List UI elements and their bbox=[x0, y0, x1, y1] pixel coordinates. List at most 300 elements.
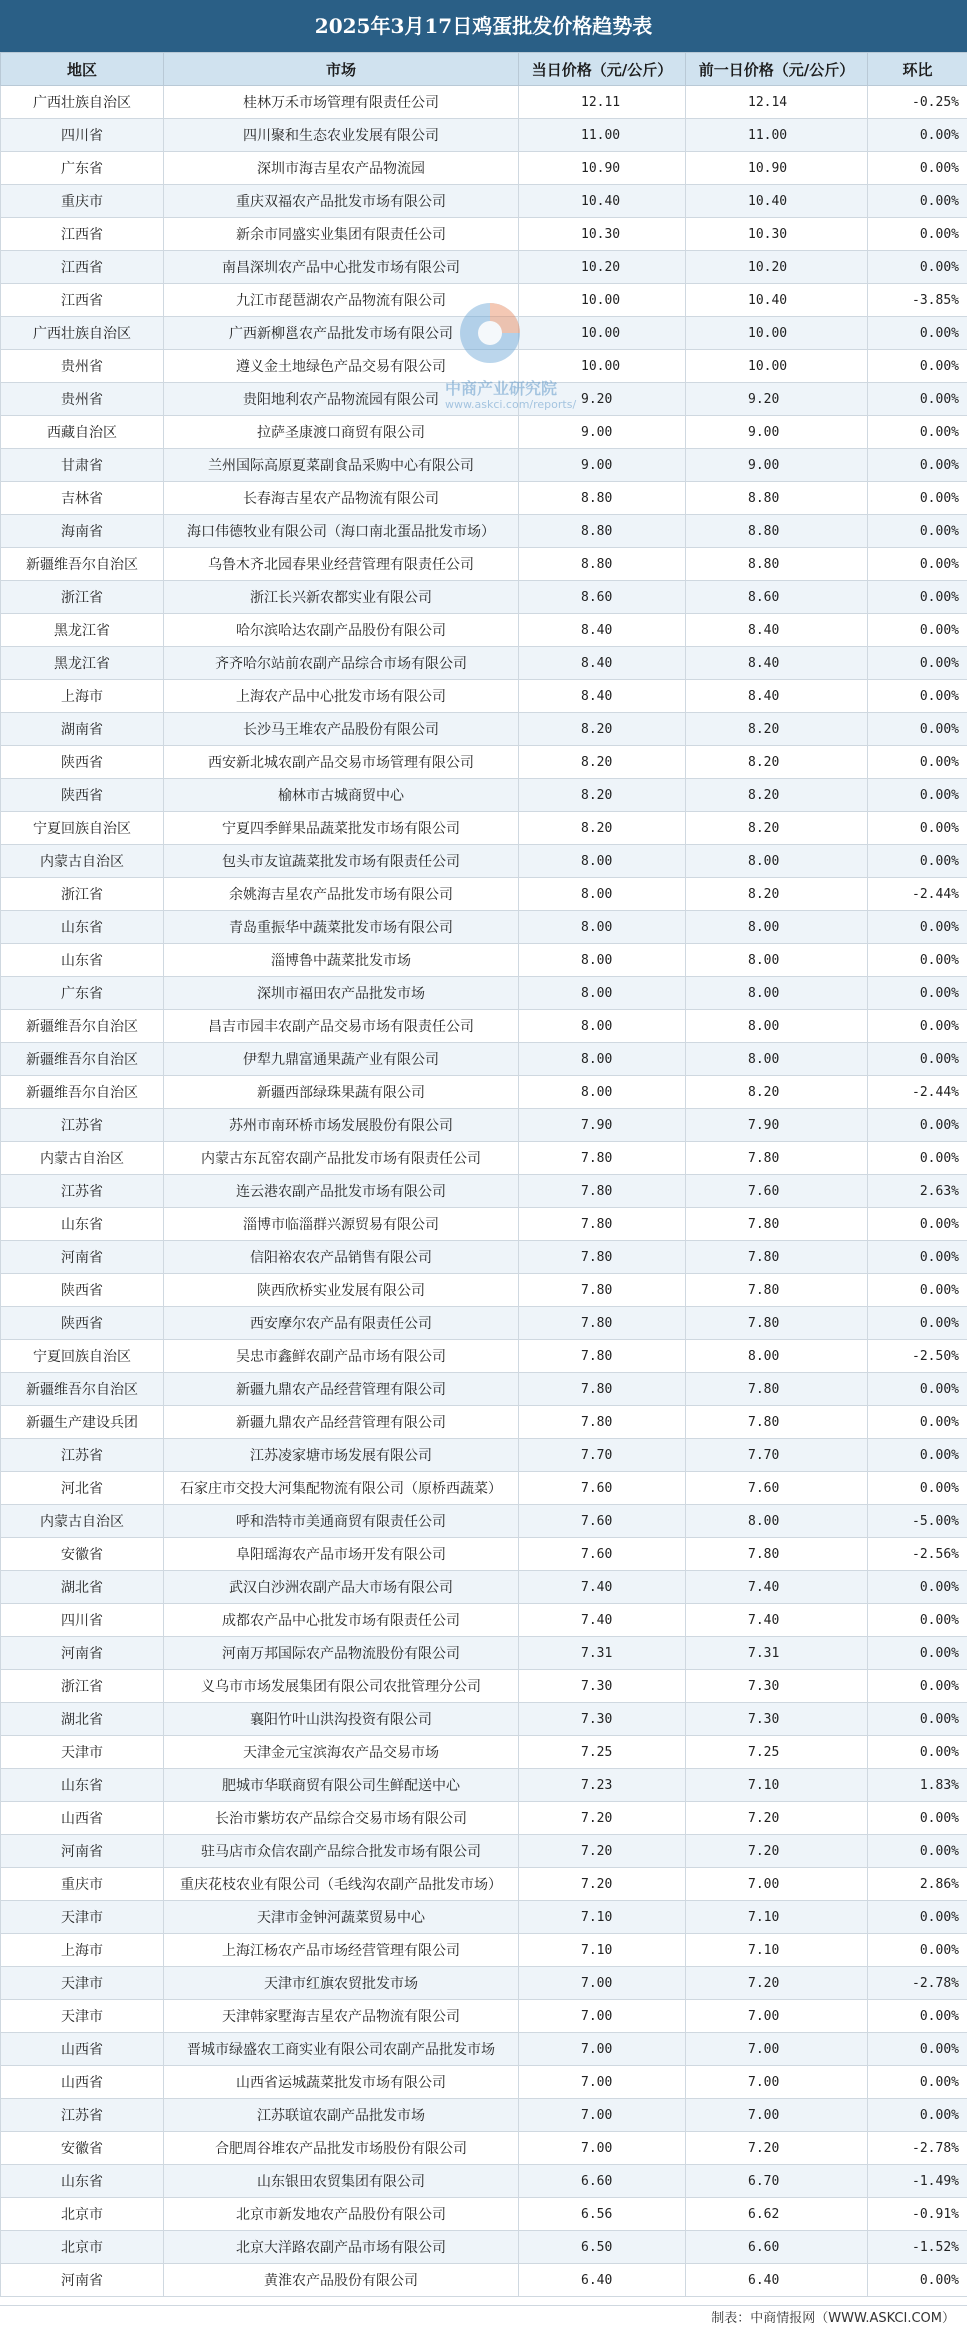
cell-change: 0.00% bbox=[868, 1802, 967, 1835]
cell-prev-price: 9.20 bbox=[686, 383, 868, 416]
cell-change: 0.00% bbox=[868, 1472, 967, 1505]
cell-prev-price: 6.62 bbox=[686, 2198, 868, 2231]
cell-change: 0.00% bbox=[868, 317, 967, 350]
cell-region: 山西省 bbox=[1, 1802, 164, 1835]
cell-today-price: 10.30 bbox=[519, 218, 686, 251]
cell-market: 北京市新发地农产品股份有限公司 bbox=[164, 2198, 519, 2231]
cell-prev-price: 7.70 bbox=[686, 1439, 868, 1472]
cell-prev-price: 7.31 bbox=[686, 1637, 868, 1670]
cell-change: -2.78% bbox=[868, 1967, 967, 2000]
cell-change: 1.83% bbox=[868, 1769, 967, 1802]
cell-change: -2.44% bbox=[868, 878, 967, 911]
cell-change: 0.00% bbox=[868, 1670, 967, 1703]
cell-change: 0.00% bbox=[868, 2066, 967, 2099]
table-row bbox=[1, 284, 967, 317]
cell-change: 0.00% bbox=[868, 779, 967, 812]
cell-today-price: 7.80 bbox=[519, 1340, 686, 1373]
table-row bbox=[1, 317, 967, 350]
table-row bbox=[1, 911, 967, 944]
cell-change: 0.00% bbox=[868, 449, 967, 482]
cell-prev-price: 8.60 bbox=[686, 581, 868, 614]
cell-change: 0.00% bbox=[868, 1835, 967, 1868]
cell-prev-price: 10.30 bbox=[686, 218, 868, 251]
header-market: 市场 bbox=[164, 53, 519, 86]
cell-today-price: 8.60 bbox=[519, 581, 686, 614]
cell-region: 江西省 bbox=[1, 251, 164, 284]
cell-region: 天津市 bbox=[1, 1901, 164, 1934]
cell-prev-price: 7.80 bbox=[686, 1538, 868, 1571]
cell-change: 0.00% bbox=[868, 1604, 967, 1637]
cell-market: 齐齐哈尔站前农副产品综合市场有限公司 bbox=[164, 647, 519, 680]
cell-market: 深圳市海吉星农产品物流园 bbox=[164, 152, 519, 185]
cell-prev-price: 7.20 bbox=[686, 1835, 868, 1868]
table-row bbox=[1, 779, 967, 812]
cell-region: 湖北省 bbox=[1, 1703, 164, 1736]
table-row bbox=[1, 1439, 967, 1472]
cell-change: 0.00% bbox=[868, 845, 967, 878]
cell-market: 新疆九鼎农产品经营管理有限公司 bbox=[164, 1406, 519, 1439]
table-row bbox=[1, 1472, 967, 1505]
cell-today-price: 7.80 bbox=[519, 1274, 686, 1307]
cell-market: 重庆双福农产品批发市场有限公司 bbox=[164, 185, 519, 218]
cell-prev-price: 10.40 bbox=[686, 185, 868, 218]
table-row bbox=[1, 152, 967, 185]
cell-prev-price: 7.10 bbox=[686, 1769, 868, 1802]
table-row bbox=[1, 2198, 967, 2231]
cell-region: 山东省 bbox=[1, 944, 164, 977]
cell-change: 0.00% bbox=[868, 548, 967, 581]
table-row bbox=[1, 416, 967, 449]
cell-market: 青岛重振华中蔬菜批发市场有限公司 bbox=[164, 911, 519, 944]
cell-prev-price: 7.10 bbox=[686, 1934, 868, 1967]
cell-prev-price: 7.20 bbox=[686, 1802, 868, 1835]
cell-region: 陕西省 bbox=[1, 1274, 164, 1307]
cell-region: 江苏省 bbox=[1, 1175, 164, 1208]
cell-today-price: 7.80 bbox=[519, 1307, 686, 1340]
cell-change: -2.44% bbox=[868, 1076, 967, 1109]
cell-change: 0.00% bbox=[868, 1934, 967, 1967]
cell-change: 0.00% bbox=[868, 1109, 967, 1142]
cell-prev-price: 12.14 bbox=[686, 86, 868, 119]
cell-today-price: 8.40 bbox=[519, 647, 686, 680]
cell-region: 江苏省 bbox=[1, 2099, 164, 2132]
cell-today-price: 10.00 bbox=[519, 317, 686, 350]
cell-market: 伊犁九鼎富通果蔬产业有限公司 bbox=[164, 1043, 519, 1076]
cell-region: 山西省 bbox=[1, 2033, 164, 2066]
cell-market: 淄博市临淄群兴源贸易有限公司 bbox=[164, 1208, 519, 1241]
table-body bbox=[1, 86, 967, 2297]
cell-change: 0.00% bbox=[868, 482, 967, 515]
cell-region: 新疆维吾尔自治区 bbox=[1, 1373, 164, 1406]
cell-change: 0.00% bbox=[868, 1142, 967, 1175]
table-row bbox=[1, 515, 967, 548]
cell-market: 淄博鲁中蔬菜批发市场 bbox=[164, 944, 519, 977]
table-row bbox=[1, 1076, 967, 1109]
cell-today-price: 10.40 bbox=[519, 185, 686, 218]
cell-region: 陕西省 bbox=[1, 1307, 164, 1340]
cell-region: 海南省 bbox=[1, 515, 164, 548]
cell-today-price: 7.60 bbox=[519, 1538, 686, 1571]
cell-region: 重庆市 bbox=[1, 185, 164, 218]
header-prev-price: 前一日价格（元/公斤） bbox=[686, 53, 868, 86]
cell-region: 天津市 bbox=[1, 1967, 164, 2000]
cell-change: 0.00% bbox=[868, 1439, 967, 1472]
cell-market: 遵义金土地绿色产品交易有限公司 bbox=[164, 350, 519, 383]
cell-change: 0.00% bbox=[868, 977, 967, 1010]
cell-today-price: 7.00 bbox=[519, 2132, 686, 2165]
cell-today-price: 7.10 bbox=[519, 1901, 686, 1934]
cell-prev-price: 10.00 bbox=[686, 317, 868, 350]
cell-today-price: 8.80 bbox=[519, 515, 686, 548]
watermark-url: www.askci.com/reports/ bbox=[445, 398, 625, 411]
cell-today-price: 7.20 bbox=[519, 1868, 686, 1901]
cell-region: 新疆维吾尔自治区 bbox=[1, 1010, 164, 1043]
cell-market: 肥城市华联商贸有限公司生鲜配送中心 bbox=[164, 1769, 519, 1802]
cell-change: 0.00% bbox=[868, 2099, 967, 2132]
cell-prev-price: 8.00 bbox=[686, 1505, 868, 1538]
table-row bbox=[1, 1736, 967, 1769]
table-row bbox=[1, 1175, 967, 1208]
table-row bbox=[1, 218, 967, 251]
table-row bbox=[1, 1835, 967, 1868]
cell-prev-price: 8.20 bbox=[686, 812, 868, 845]
cell-prev-price: 7.30 bbox=[686, 1670, 868, 1703]
cell-today-price: 7.30 bbox=[519, 1670, 686, 1703]
table-row bbox=[1, 1142, 967, 1175]
cell-market: 河南万邦国际农产品物流股份有限公司 bbox=[164, 1637, 519, 1670]
cell-region: 内蒙古自治区 bbox=[1, 1142, 164, 1175]
cell-change: 0.00% bbox=[868, 1307, 967, 1340]
table-row bbox=[1, 878, 967, 911]
price-table bbox=[0, 52, 967, 2297]
cell-change: 0.00% bbox=[868, 1703, 967, 1736]
cell-region: 浙江省 bbox=[1, 878, 164, 911]
cell-today-price: 10.00 bbox=[519, 284, 686, 317]
cell-market: 包头市友谊蔬菜批发市场有限责任公司 bbox=[164, 845, 519, 878]
table-row bbox=[1, 1274, 967, 1307]
cell-market: 山东银田农贸集团有限公司 bbox=[164, 2165, 519, 2198]
cell-region: 吉林省 bbox=[1, 482, 164, 515]
cell-prev-price: 8.40 bbox=[686, 647, 868, 680]
cell-change: 2.63% bbox=[868, 1175, 967, 1208]
cell-change: 0.00% bbox=[868, 1241, 967, 1274]
table-row bbox=[1, 1307, 967, 1340]
cell-today-price: 7.30 bbox=[519, 1703, 686, 1736]
table-row bbox=[1, 1670, 967, 1703]
cell-prev-price: 8.20 bbox=[686, 779, 868, 812]
table-row bbox=[1, 2165, 967, 2198]
cell-region: 西藏自治区 bbox=[1, 416, 164, 449]
table-row bbox=[1, 1043, 967, 1076]
table-row bbox=[1, 1538, 967, 1571]
cell-change: -1.49% bbox=[868, 2165, 967, 2198]
cell-market: 驻马店市众信农副产品综合批发市场有限公司 bbox=[164, 1835, 519, 1868]
cell-change: 0.00% bbox=[868, 515, 967, 548]
cell-change: 0.00% bbox=[868, 350, 967, 383]
cell-region: 河南省 bbox=[1, 1835, 164, 1868]
cell-change: -2.50% bbox=[868, 1340, 967, 1373]
cell-change: 0.00% bbox=[868, 1406, 967, 1439]
cell-today-price: 7.80 bbox=[519, 1208, 686, 1241]
cell-region: 山东省 bbox=[1, 911, 164, 944]
cell-change: 0.00% bbox=[868, 647, 967, 680]
cell-prev-price: 7.10 bbox=[686, 1901, 868, 1934]
cell-market: 山西省运城蔬菜批发市场有限公司 bbox=[164, 2066, 519, 2099]
cell-region: 江西省 bbox=[1, 218, 164, 251]
cell-today-price: 7.80 bbox=[519, 1241, 686, 1274]
table-row bbox=[1, 1571, 967, 1604]
cell-change: -1.52% bbox=[868, 2231, 967, 2264]
table-row bbox=[1, 2066, 967, 2099]
cell-market: 广西新柳邕农产品批发市场有限公司 bbox=[164, 317, 519, 350]
cell-change: 2.86% bbox=[868, 1868, 967, 1901]
cell-market: 浙江长兴新农都实业有限公司 bbox=[164, 581, 519, 614]
cell-change: 0.00% bbox=[868, 911, 967, 944]
cell-change: 0.00% bbox=[868, 2264, 967, 2297]
cell-market: 四川聚和生态农业发展有限公司 bbox=[164, 119, 519, 152]
table-row bbox=[1, 944, 967, 977]
cell-prev-price: 7.80 bbox=[686, 1142, 868, 1175]
cell-prev-price: 8.00 bbox=[686, 944, 868, 977]
cell-today-price: 8.40 bbox=[519, 680, 686, 713]
cell-today-price: 7.00 bbox=[519, 2099, 686, 2132]
cell-prev-price: 8.40 bbox=[686, 680, 868, 713]
footer-source: 制表：中商情报网（WWW.ASKCI.COM） bbox=[711, 2311, 955, 2326]
cell-market: 晋城市绿盛农工商实业有限公司农副产品批发市场 bbox=[164, 2033, 519, 2066]
cell-today-price: 7.23 bbox=[519, 1769, 686, 1802]
cell-region: 新疆维吾尔自治区 bbox=[1, 1043, 164, 1076]
cell-change: 0.00% bbox=[868, 218, 967, 251]
cell-region: 山东省 bbox=[1, 1208, 164, 1241]
cell-prev-price: 7.30 bbox=[686, 1703, 868, 1736]
cell-market: 上海农产品中心批发市场有限公司 bbox=[164, 680, 519, 713]
cell-prev-price: 7.25 bbox=[686, 1736, 868, 1769]
cell-region: 山西省 bbox=[1, 2066, 164, 2099]
table-row bbox=[1, 680, 967, 713]
cell-market: 天津韩家墅海吉星农产品物流有限公司 bbox=[164, 2000, 519, 2033]
cell-region: 江苏省 bbox=[1, 1109, 164, 1142]
cell-prev-price: 7.00 bbox=[686, 2033, 868, 2066]
cell-market: 石家庄市交投大河集配物流有限公司（原桥西蔬菜） bbox=[164, 1472, 519, 1505]
cell-change: 0.00% bbox=[868, 185, 967, 218]
cell-market: 武汉白沙洲农副产品大市场有限公司 bbox=[164, 1571, 519, 1604]
cell-today-price: 8.00 bbox=[519, 845, 686, 878]
table-row bbox=[1, 482, 967, 515]
cell-prev-price: 6.60 bbox=[686, 2231, 868, 2264]
table-row bbox=[1, 1010, 967, 1043]
cell-today-price: 8.80 bbox=[519, 548, 686, 581]
cell-today-price: 8.20 bbox=[519, 812, 686, 845]
table-row bbox=[1, 251, 967, 284]
cell-market: 天津市金钟河蔬菜贸易中心 bbox=[164, 1901, 519, 1934]
cell-today-price: 7.60 bbox=[519, 1472, 686, 1505]
footer bbox=[0, 2305, 967, 2332]
cell-market: 哈尔滨哈达农副产品股份有限公司 bbox=[164, 614, 519, 647]
cell-market: 乌鲁木齐北园春果业经营管理有限责任公司 bbox=[164, 548, 519, 581]
table-row bbox=[1, 581, 967, 614]
cell-market: 榆林市古城商贸中心 bbox=[164, 779, 519, 812]
cell-region: 广西壮族自治区 bbox=[1, 317, 164, 350]
cell-prev-price: 8.00 bbox=[686, 1010, 868, 1043]
cell-prev-price: 6.40 bbox=[686, 2264, 868, 2297]
cell-today-price: 7.10 bbox=[519, 1934, 686, 1967]
cell-region: 河南省 bbox=[1, 1637, 164, 1670]
cell-region: 贵州省 bbox=[1, 350, 164, 383]
table-row bbox=[1, 1802, 967, 1835]
cell-change: -5.00% bbox=[868, 1505, 967, 1538]
cell-prev-price: 8.80 bbox=[686, 482, 868, 515]
table-row bbox=[1, 647, 967, 680]
cell-prev-price: 7.00 bbox=[686, 2000, 868, 2033]
cell-market: 长沙马王堆农产品股份有限公司 bbox=[164, 713, 519, 746]
table-row bbox=[1, 2264, 967, 2297]
table-row bbox=[1, 2099, 967, 2132]
cell-today-price: 7.20 bbox=[519, 1835, 686, 1868]
cell-prev-price: 8.40 bbox=[686, 614, 868, 647]
cell-change: 0.00% bbox=[868, 251, 967, 284]
cell-region: 四川省 bbox=[1, 119, 164, 152]
cell-prev-price: 8.00 bbox=[686, 911, 868, 944]
table-row bbox=[1, 1373, 967, 1406]
cell-region: 新疆维吾尔自治区 bbox=[1, 1076, 164, 1109]
cell-change: 0.00% bbox=[868, 152, 967, 185]
cell-region: 天津市 bbox=[1, 1736, 164, 1769]
cell-market: 重庆花枝农业有限公司（毛线沟农副产品批发市场） bbox=[164, 1868, 519, 1901]
cell-region: 江西省 bbox=[1, 284, 164, 317]
table-row bbox=[1, 2000, 967, 2033]
cell-prev-price: 7.60 bbox=[686, 1472, 868, 1505]
cell-today-price: 7.40 bbox=[519, 1604, 686, 1637]
cell-region: 内蒙古自治区 bbox=[1, 845, 164, 878]
cell-today-price: 9.00 bbox=[519, 449, 686, 482]
cell-region: 浙江省 bbox=[1, 581, 164, 614]
cell-today-price: 7.80 bbox=[519, 1175, 686, 1208]
cell-today-price: 12.11 bbox=[519, 86, 686, 119]
header-region: 地区 bbox=[1, 53, 164, 86]
cell-market: 昌吉市园丰农副产品交易市场有限责任公司 bbox=[164, 1010, 519, 1043]
cell-today-price: 8.20 bbox=[519, 746, 686, 779]
cell-market: 合肥周谷堆农产品批发市场股份有限公司 bbox=[164, 2132, 519, 2165]
table-row bbox=[1, 812, 967, 845]
table-row bbox=[1, 1769, 967, 1802]
cell-region: 湖北省 bbox=[1, 1571, 164, 1604]
table-row bbox=[1, 713, 967, 746]
cell-change: 0.00% bbox=[868, 1010, 967, 1043]
cell-market: 黄淮农产品股份有限公司 bbox=[164, 2264, 519, 2297]
cell-change: 0.00% bbox=[868, 1373, 967, 1406]
cell-today-price: 7.90 bbox=[519, 1109, 686, 1142]
cell-today-price: 9.20 bbox=[519, 383, 686, 416]
cell-region: 内蒙古自治区 bbox=[1, 1505, 164, 1538]
cell-region: 黑龙江省 bbox=[1, 647, 164, 680]
cell-today-price: 8.00 bbox=[519, 1010, 686, 1043]
cell-region: 宁夏回族自治区 bbox=[1, 812, 164, 845]
cell-change: 0.00% bbox=[868, 383, 967, 416]
cell-change: 0.00% bbox=[868, 2033, 967, 2066]
table-row bbox=[1, 1967, 967, 2000]
table-row bbox=[1, 185, 967, 218]
cell-market: 西安摩尔农产品有限责任公司 bbox=[164, 1307, 519, 1340]
cell-market: 新疆九鼎农产品经营管理有限公司 bbox=[164, 1373, 519, 1406]
cell-region: 贵州省 bbox=[1, 383, 164, 416]
cell-prev-price: 7.80 bbox=[686, 1406, 868, 1439]
table-row bbox=[1, 1934, 967, 1967]
table-row bbox=[1, 449, 967, 482]
cell-prev-price: 7.80 bbox=[686, 1274, 868, 1307]
cell-prev-price: 9.00 bbox=[686, 449, 868, 482]
cell-market: 天津市红旗农贸批发市场 bbox=[164, 1967, 519, 2000]
cell-change: 0.00% bbox=[868, 416, 967, 449]
cell-today-price: 10.00 bbox=[519, 350, 686, 383]
cell-change: 0.00% bbox=[868, 812, 967, 845]
cell-market: 内蒙古东瓦窑农副产品批发市场有限责任公司 bbox=[164, 1142, 519, 1175]
cell-today-price: 7.40 bbox=[519, 1571, 686, 1604]
cell-region: 安徽省 bbox=[1, 1538, 164, 1571]
watermark-name: 中商产业研究院 bbox=[445, 376, 625, 399]
cell-prev-price: 9.00 bbox=[686, 416, 868, 449]
cell-today-price: 7.00 bbox=[519, 2066, 686, 2099]
header-row bbox=[1, 53, 967, 86]
cell-market: 呼和浩特市美通商贸有限责任公司 bbox=[164, 1505, 519, 1538]
cell-today-price: 8.00 bbox=[519, 1076, 686, 1109]
cell-today-price: 7.31 bbox=[519, 1637, 686, 1670]
cell-prev-price: 7.80 bbox=[686, 1208, 868, 1241]
cell-today-price: 11.00 bbox=[519, 119, 686, 152]
cell-today-price: 7.80 bbox=[519, 1406, 686, 1439]
cell-today-price: 6.50 bbox=[519, 2231, 686, 2264]
cell-region: 湖南省 bbox=[1, 713, 164, 746]
cell-change: 0.00% bbox=[868, 119, 967, 152]
cell-prev-price: 8.00 bbox=[686, 845, 868, 878]
cell-prev-price: 7.00 bbox=[686, 1868, 868, 1901]
cell-market: 贵阳地利农产品物流园有限公司 bbox=[164, 383, 519, 416]
cell-prev-price: 7.80 bbox=[686, 1241, 868, 1274]
table-row bbox=[1, 1505, 967, 1538]
cell-market: 海口伟德牧业有限公司（海口南北蛋品批发市场） bbox=[164, 515, 519, 548]
cell-today-price: 8.80 bbox=[519, 482, 686, 515]
cell-market: 九江市琵琶湖农产品物流有限公司 bbox=[164, 284, 519, 317]
table-row bbox=[1, 1868, 967, 1901]
cell-market: 南昌深圳农产品中心批发市场有限公司 bbox=[164, 251, 519, 284]
cell-region: 北京市 bbox=[1, 2231, 164, 2264]
table-row bbox=[1, 1703, 967, 1736]
cell-today-price: 7.60 bbox=[519, 1505, 686, 1538]
cell-market: 长治市紫坊农产品综合交易市场有限公司 bbox=[164, 1802, 519, 1835]
cell-region: 上海市 bbox=[1, 680, 164, 713]
cell-region: 浙江省 bbox=[1, 1670, 164, 1703]
cell-today-price: 8.00 bbox=[519, 977, 686, 1010]
cell-market: 深圳市福田农产品批发市场 bbox=[164, 977, 519, 1010]
cell-market: 信阳裕农农产品销售有限公司 bbox=[164, 1241, 519, 1274]
cell-change: 0.00% bbox=[868, 581, 967, 614]
table-row bbox=[1, 1241, 967, 1274]
cell-change: -0.25% bbox=[868, 86, 967, 119]
cell-market: 苏州市南环桥市场发展股份有限公司 bbox=[164, 1109, 519, 1142]
cell-region: 天津市 bbox=[1, 2000, 164, 2033]
cell-prev-price: 7.60 bbox=[686, 1175, 868, 1208]
cell-market: 阜阳瑶海农产品市场开发有限公司 bbox=[164, 1538, 519, 1571]
cell-market: 陕西欣桥实业发展有限公司 bbox=[164, 1274, 519, 1307]
cell-change: -0.91% bbox=[868, 2198, 967, 2231]
cell-market: 义乌市市场发展集团有限公司农批管理分公司 bbox=[164, 1670, 519, 1703]
cell-region: 广西壮族自治区 bbox=[1, 86, 164, 119]
cell-prev-price: 8.20 bbox=[686, 746, 868, 779]
cell-market: 天津金元宝滨海农产品交易市场 bbox=[164, 1736, 519, 1769]
cell-market: 桂林万禾市场管理有限责任公司 bbox=[164, 86, 519, 119]
cell-today-price: 7.70 bbox=[519, 1439, 686, 1472]
cell-region: 陕西省 bbox=[1, 779, 164, 812]
cell-prev-price: 7.20 bbox=[686, 2132, 868, 2165]
